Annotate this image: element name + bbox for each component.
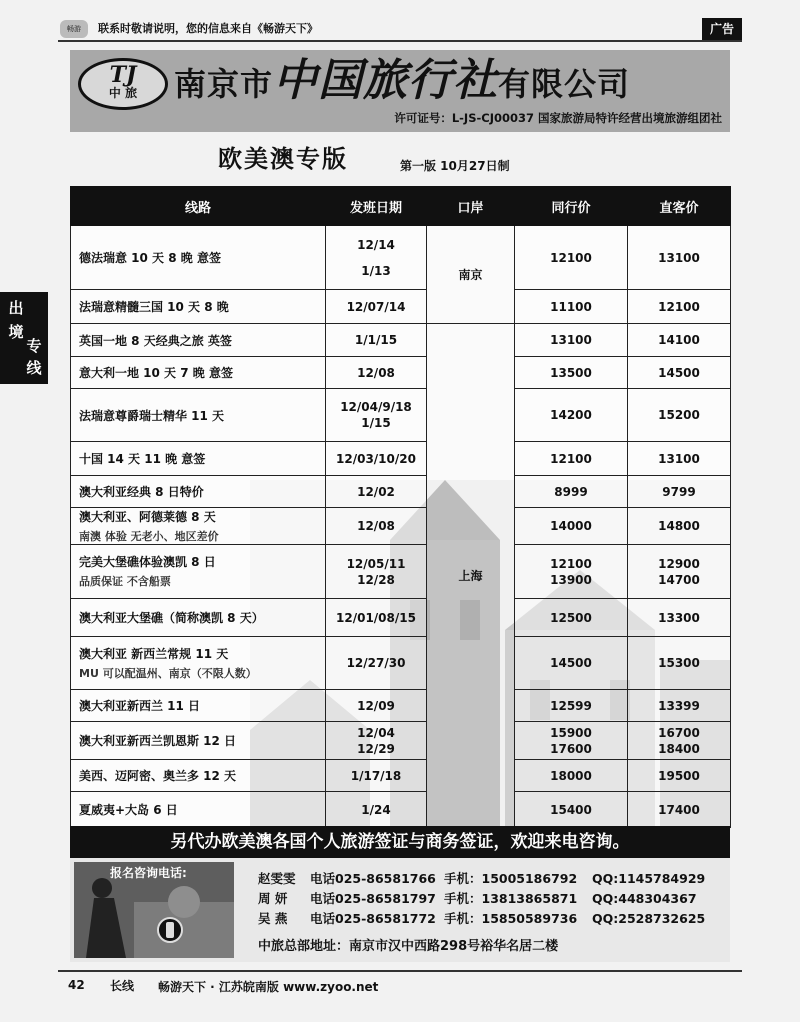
route-cell: 法瑞意精髓三国 10 天 8 晚 — [71, 290, 326, 324]
header-dates: 发班日期 — [326, 187, 427, 226]
emblem-chinese: 中 旅 — [108, 86, 138, 100]
dates-cell: 12/08 — [326, 357, 427, 389]
table-row — [71, 226, 731, 290]
trade-price-cell: 12100 — [515, 226, 628, 290]
retail-price-cell: 13399 — [628, 690, 731, 722]
dates-cell: 12/02 — [326, 476, 427, 508]
header-retail-price: 直客价 — [628, 187, 731, 226]
dates-cell: 12/08 — [326, 508, 427, 545]
side-tab-char: 线 — [26, 359, 42, 377]
agency-name-prefix: 南京市 — [174, 65, 274, 103]
route-cell: 德法瑞意 10 天 8 晚 意签 — [71, 226, 326, 290]
top-divider — [58, 40, 742, 42]
route-cell: 澳大利亚大堡礁（简称澳凯 8 天） — [71, 599, 326, 637]
magazine-logo: 畅游 — [60, 20, 88, 38]
dates-cell: 12/07/14 — [326, 290, 427, 324]
table-row — [71, 722, 731, 760]
contact-name: 赵雯雯 — [258, 871, 296, 886]
contact-qq: QQ:1145784929 — [592, 871, 706, 886]
side-tab-char: 境 — [8, 323, 24, 341]
header-trade-price: 同行价 — [515, 187, 628, 226]
agency-name — [174, 56, 630, 109]
table-header-row — [71, 187, 731, 226]
agency-name-suffix: 有限公司 — [498, 65, 631, 103]
retail-price-cell: 14500 — [628, 357, 731, 389]
dates-cell: 12/04/9/18 1/15 — [326, 389, 427, 442]
contact-line — [258, 890, 697, 908]
table-row — [71, 508, 731, 545]
route-cell: 法瑞意尊爵瑞士精华 11 天 — [71, 389, 326, 442]
trade-price-cell: 14000 — [515, 508, 628, 545]
contact-mobile: 手机：15850589736 — [444, 911, 578, 926]
page-footer — [58, 970, 742, 998]
trade-price-cell: 8999 — [515, 476, 628, 508]
edition-title: 欧美澳专版 — [218, 144, 348, 173]
trade-price-cell: 14200 — [515, 389, 628, 442]
port-cell-nanjing: 南京 — [427, 226, 515, 324]
dates-cell: 12/01/08/15 — [326, 599, 427, 637]
visa-promo-banner: 另代办欧美澳各国个人旅游签证与商务签证，欢迎来电咨询。 — [70, 826, 730, 858]
route-cell: 澳大利亚、阿德莱德 8 天 南澳 体验 无老小、地区差价 — [71, 508, 326, 545]
dates-cell: 12/04 12/29 — [326, 722, 427, 760]
dates-cell: 1/1/15 — [326, 324, 427, 357]
emblem-letters: TJ — [109, 62, 137, 88]
route-price-table — [70, 186, 731, 828]
agency-header — [70, 50, 730, 132]
retail-price-cell: 12900 14700 — [628, 545, 731, 599]
hq-address: 中旅总部地址：南京市汉中西路298号裕华名居二楼 — [258, 939, 559, 954]
table-row — [71, 545, 731, 599]
side-tab-char: 专 — [26, 337, 42, 355]
table-row — [71, 637, 731, 690]
trade-price-cell: 13500 — [515, 357, 628, 389]
contact-label: 报名咨询电话: — [110, 866, 187, 880]
route-cell: 完美大堡礁体验澳凯 8 日 品质保证 不含船票 — [71, 545, 326, 599]
table-row — [71, 690, 731, 722]
route-cell: 英国一地 8 天经典之旅 英签 — [71, 324, 326, 357]
publication-name: 畅游天下 · 江苏皖南版 www.zyoo.net — [158, 980, 379, 994]
dates-cell: 12/14 1/13 — [326, 226, 427, 290]
agency-name-main: 中国旅行社 — [273, 55, 499, 106]
retail-price-cell: 15300 — [628, 637, 731, 690]
contact-phone: 电话025-86581772 — [310, 911, 436, 926]
agency-emblem-icon — [78, 58, 168, 110]
table-row — [71, 290, 731, 324]
route-cell: 澳大利亚新西兰凯恩斯 12 日 — [71, 722, 326, 760]
retail-price-cell: 13100 — [628, 226, 731, 290]
table-row — [71, 324, 731, 357]
retail-price-cell: 14800 — [628, 508, 731, 545]
side-tab-char: 出 — [8, 299, 24, 317]
license-text: 许可证号：L-JS-CJ00037 国家旅游局特许经营出境旅游组团社 — [394, 111, 722, 125]
retail-price-cell: 13100 — [628, 442, 731, 476]
ad-badge: 广告 — [702, 18, 742, 40]
route-cell: 夏威夷+大岛 6 日 — [71, 792, 326, 828]
dates-cell: 12/05/11 12/28 — [326, 545, 427, 599]
trade-price-cell: 18000 — [515, 760, 628, 792]
trade-price-cell: 12100 13900 — [515, 545, 628, 599]
header-route: 线路 — [71, 187, 326, 226]
table-row — [71, 389, 731, 442]
edition-meta: 第一版 10月27日制 — [400, 159, 510, 173]
dates-cell: 12/09 — [326, 690, 427, 722]
table-row — [71, 792, 731, 828]
table-row — [71, 442, 731, 476]
port-cell-shanghai: 上海 — [427, 324, 515, 828]
trade-price-cell: 12100 — [515, 442, 628, 476]
trade-price-cell: 13100 — [515, 324, 628, 357]
table-row — [71, 476, 731, 508]
route-cell: 澳大利亚经典 8 日特价 — [71, 476, 326, 508]
table-row — [71, 760, 731, 792]
dates-cell: 1/17/18 — [326, 760, 427, 792]
dates-cell: 12/03/10/20 — [326, 442, 427, 476]
contact-line — [258, 870, 705, 888]
retail-price-cell: 14100 — [628, 324, 731, 357]
retail-price-cell: 15200 — [628, 389, 731, 442]
page-number: 42 — [68, 978, 85, 992]
contact-name: 周 妍 — [258, 891, 288, 906]
contact-qq: QQ:2528732625 — [592, 911, 706, 926]
trade-price-cell: 15900 17600 — [515, 722, 628, 760]
trade-price-cell: 15400 — [515, 792, 628, 828]
route-cell: 美西、迈阿密、奥兰多 12 天 — [71, 760, 326, 792]
retail-price-cell: 13300 — [628, 599, 731, 637]
route-cell: 澳大利亚 新西兰常规 11 天 MU 可以配温州、南京（不限人数） — [71, 637, 326, 690]
trade-price-cell: 12599 — [515, 690, 628, 722]
route-cell: 澳大利亚新西兰 11 日 — [71, 690, 326, 722]
retail-price-cell: 17400 — [628, 792, 731, 828]
contact-phone: 电话025-86581797 — [310, 891, 436, 906]
route-cell: 十国 14 天 11 晚 意签 — [71, 442, 326, 476]
section-side-tab — [0, 292, 48, 384]
trade-price-cell: 11100 — [515, 290, 628, 324]
retail-price-cell: 19500 — [628, 760, 731, 792]
retail-price-cell: 16700 18400 — [628, 722, 731, 760]
trade-price-cell: 12500 — [515, 599, 628, 637]
contact-panel — [70, 858, 730, 962]
top-strip — [58, 18, 742, 40]
retail-price-cell: 9799 — [628, 476, 731, 508]
route-cell: 意大利一地 10 天 7 晚 意签 — [71, 357, 326, 389]
contact-mobile: 手机：13813865871 — [444, 891, 578, 906]
contact-phone: 电话025-86581766 — [310, 871, 436, 886]
contact-qq: QQ:448304367 — [592, 891, 697, 906]
retail-price-cell: 12100 — [628, 290, 731, 324]
trade-price-cell: 14500 — [515, 637, 628, 690]
contact-line — [258, 910, 705, 928]
table-row — [71, 599, 731, 637]
contact-name: 吴 燕 — [258, 911, 288, 926]
table-row — [71, 357, 731, 389]
traveler-photo-image — [74, 862, 234, 958]
dates-cell: 1/24 — [326, 792, 427, 828]
dates-cell: 12/27/30 — [326, 637, 427, 690]
contact-mobile: 手机：15005186792 — [444, 871, 578, 886]
section-name: 长线 — [110, 979, 135, 993]
header-port: 口岸 — [427, 187, 515, 226]
source-message: 联系时敬请说明，您的信息来自《畅游天下》 — [98, 22, 318, 35]
